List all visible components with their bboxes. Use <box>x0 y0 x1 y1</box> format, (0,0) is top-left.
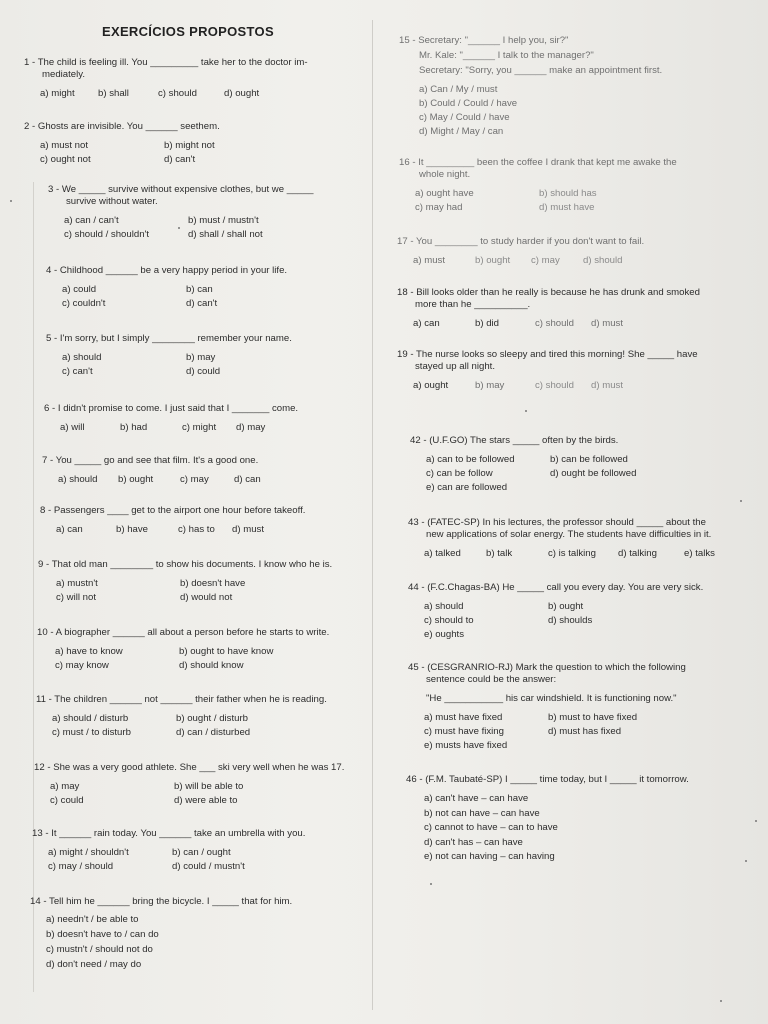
option[interactable]: c) can't <box>62 366 93 377</box>
option[interactable]: c) should / shouldn't <box>64 229 150 240</box>
option[interactable]: d) can <box>234 474 261 485</box>
page-title: EXERCÍCIOS PROPOSTOS <box>102 24 274 39</box>
question-16 <box>399 157 729 215</box>
question-4 <box>46 265 361 311</box>
question-stem-cont: survive without water. <box>66 196 158 207</box>
question-stem: 15 - Secretary: "______ I help you, sir?" <box>399 35 569 46</box>
option[interactable]: d) should know <box>179 660 244 671</box>
question-stem: 8 - Passengers ____ get to the airport one hour before takeoff. <box>40 505 306 516</box>
option[interactable]: c) should <box>535 380 574 391</box>
option[interactable]: c) might <box>182 422 217 433</box>
option[interactable]: d) were able to <box>174 795 238 806</box>
question-stem: 14 - Tell him he ______ bring the bicycle. I _____ that for him. <box>30 896 293 907</box>
option[interactable]: c) ought not <box>40 154 91 165</box>
question-1 <box>24 57 354 101</box>
option[interactable]: a) must not <box>40 140 88 151</box>
option[interactable]: c) has to <box>178 524 215 535</box>
option[interactable]: d) talking <box>618 548 657 559</box>
option[interactable]: c) may <box>531 255 560 266</box>
question-stem-cont: "He ___________ his car windshield. It is functioning now." <box>426 693 677 704</box>
question-13 <box>32 828 363 874</box>
option[interactable]: d) can't has – can have <box>424 836 523 848</box>
question-18 <box>397 287 732 331</box>
option[interactable]: c) may <box>180 474 209 485</box>
option[interactable]: b) may <box>475 380 505 391</box>
question-stem: 11 - The children ______ not ______ their father when he is reading. <box>36 694 327 705</box>
question-stem: 43 - (FATEC-SP) In his lectures, the professor should _____ about the <box>408 517 706 528</box>
option[interactable]: d) ought be followed <box>550 468 637 479</box>
question-stem: 45 - (CESGRANRIO-RJ) Mark the question to which the following <box>408 662 686 673</box>
option[interactable]: b) ought / disturb <box>176 713 248 724</box>
option[interactable]: b) will be able to <box>174 781 244 792</box>
option[interactable]: c) must / to disturb <box>52 727 131 738</box>
option[interactable]: a) might / shouldn't <box>48 847 129 858</box>
question-stem-cont: more than he __________. <box>415 299 531 310</box>
option[interactable]: d) can't <box>164 154 196 165</box>
scan-speck <box>178 227 180 229</box>
option[interactable]: c) should <box>535 318 574 329</box>
option[interactable]: b) shall <box>98 88 129 99</box>
option[interactable]: b) doesn't have to / can do <box>46 929 159 940</box>
question-stem-cont: Mr. Kale: "______ I talk to the manager?" <box>419 50 594 61</box>
option[interactable]: c) may had <box>415 202 463 213</box>
scan-speck <box>10 200 12 202</box>
question-2 <box>24 121 354 167</box>
option[interactable]: d) can / disturbed <box>176 727 251 738</box>
scan-speck <box>755 820 757 822</box>
option[interactable]: d) may <box>236 422 266 433</box>
option[interactable]: d) could <box>186 366 221 377</box>
option[interactable]: b) can <box>186 284 213 295</box>
option[interactable]: a) Can / My / must <box>419 84 498 95</box>
option[interactable]: c) should to <box>424 615 474 626</box>
option[interactable]: b) must / mustn't <box>188 215 259 226</box>
question-6 <box>44 403 364 435</box>
question-stem-cont: sentence could be the answer: <box>426 674 557 685</box>
question-8 <box>40 505 362 537</box>
option[interactable]: b) talk <box>486 548 513 559</box>
option[interactable]: d) must <box>232 524 264 535</box>
option[interactable]: b) ought to have know <box>179 646 274 657</box>
option[interactable]: c) May / Could / have <box>419 112 510 123</box>
option[interactable]: c) should <box>158 88 197 99</box>
question-stem: 7 - You _____ go and see that film. It's a good one. <box>42 455 259 466</box>
question-stem: 6 - I didn't promise to come. I just said that I _______ come. <box>44 403 299 414</box>
option[interactable]: b) Could / Could / have <box>419 98 518 109</box>
option[interactable]: a) should / disturb <box>52 713 129 724</box>
option[interactable]: b) must to have fixed <box>548 712 638 723</box>
option[interactable]: a) can't have – can have <box>424 793 529 804</box>
question-stem-cont: Secretary: "Sorry, you ______ make an appointment first. <box>419 65 663 76</box>
option[interactable]: d) must <box>591 318 623 329</box>
option[interactable]: b) may <box>186 352 216 363</box>
option[interactable]: b) might not <box>164 140 215 151</box>
question-stem-cont: new applications of solar energy. The students have difficulties in it. <box>426 529 712 540</box>
option[interactable]: a) should <box>58 474 98 485</box>
scan-speck <box>720 1000 722 1002</box>
option[interactable]: d) could / mustn't <box>172 861 245 872</box>
question-44 <box>408 582 738 642</box>
question-17 <box>397 236 727 268</box>
option[interactable]: c) will not <box>56 592 96 603</box>
question-45 <box>408 662 738 753</box>
scan-speck <box>430 883 432 885</box>
option[interactable]: b) ought <box>548 601 584 612</box>
option[interactable]: a) can <box>56 524 83 535</box>
question-stem: 9 - That old man ________ to show his documents. I know who he is. <box>38 559 333 570</box>
option[interactable]: d) can't <box>186 298 218 309</box>
option[interactable]: c) may / should <box>48 861 114 872</box>
question-stem-cont: mediately. <box>42 69 86 80</box>
question-stem-cont: whole night. <box>419 169 471 180</box>
question-stem: 10 - A biographer ______ all about a person before he starts to write. <box>37 627 330 638</box>
option[interactable]: a) must <box>413 255 445 266</box>
question-stem: 13 - It ______ rain today. You ______ take an umbrella with you. <box>32 828 306 839</box>
option[interactable]: c) couldn't <box>62 298 106 309</box>
option[interactable]: c) could <box>50 795 84 806</box>
question-stem: 42 - (U.F.GO) The stars _____ often by the birds. <box>410 435 619 446</box>
scan-speck <box>525 410 527 412</box>
option[interactable]: b) can be followed <box>550 454 628 465</box>
question-stem: 44 - (F.C.Chagas-BA) He _____ call you every day. You are very sick. <box>408 582 704 593</box>
option[interactable]: a) can <box>413 318 440 329</box>
option[interactable]: a) should <box>62 352 102 363</box>
option[interactable]: a) have to know <box>55 646 123 657</box>
option[interactable]: a) could <box>62 284 97 295</box>
option[interactable]: e) can are followed <box>426 482 508 493</box>
option[interactable]: b) not can have – can have <box>424 807 540 819</box>
option[interactable]: e) talks <box>684 548 715 559</box>
question-9 <box>38 559 363 605</box>
option[interactable]: c) may know <box>55 660 109 671</box>
question-15 <box>399 35 729 139</box>
option[interactable]: d) shall / shall not <box>188 229 263 240</box>
question-stem: 5 - I'm sorry, but I simply ________ remember your name. <box>46 333 292 344</box>
option[interactable]: c) must have fixing <box>424 726 504 737</box>
question-stem: 46 - (F.M. Taubaté-SP) I _____ time today, but I _____ it tomorrow. <box>406 774 689 785</box>
scan-speck <box>745 860 747 862</box>
option[interactable]: c) mustn't / should not do <box>46 944 153 955</box>
column-divider <box>372 20 373 1010</box>
question-stem: 18 - Bill looks older than he really is because he has drunk and smoked <box>397 287 700 298</box>
option[interactable]: d) Might / May / can <box>419 126 504 137</box>
option[interactable]: e) not can having – can having <box>424 851 555 862</box>
question-10 <box>37 627 363 673</box>
option[interactable]: a) ought <box>413 380 449 391</box>
question-3 <box>48 184 363 242</box>
question-stem: 17 - You ________ to study harder if you don't want to fail. <box>397 236 645 247</box>
question-43 <box>408 517 738 561</box>
option[interactable]: e) musts have fixed <box>424 740 508 751</box>
option[interactable]: d) ought <box>224 88 260 99</box>
option[interactable]: d) must <box>591 380 623 391</box>
option[interactable]: a) can / can't <box>64 215 119 226</box>
option[interactable]: d) shoulds <box>548 615 593 626</box>
option[interactable]: c) cannot to have – can to have <box>424 822 558 833</box>
option[interactable]: e) oughts <box>424 629 465 640</box>
question-stem: 19 - The nurse looks so sleepy and tired this morning! She _____ have <box>397 349 698 360</box>
option[interactable]: d) don't need / may do <box>46 959 142 970</box>
question-stem: 2 - Ghosts are invisible. You ______ seethem. <box>24 121 220 132</box>
option[interactable]: c) is talking <box>548 548 596 559</box>
question-12 <box>34 762 363 808</box>
option[interactable]: d) must have <box>539 202 595 213</box>
question-11 <box>36 694 363 740</box>
option[interactable]: a) needn't / be able to <box>46 914 139 925</box>
option[interactable]: b) have <box>116 524 148 535</box>
scan-speck <box>740 500 742 502</box>
question-46 <box>406 774 736 865</box>
option[interactable]: a) talked <box>424 548 461 559</box>
option[interactable]: b) doesn't have <box>180 578 246 589</box>
question-stem: 12 - She was a very good athlete. She ___ ski very well when he was 17. <box>34 762 345 773</box>
option[interactable]: a) mustn't <box>56 578 98 589</box>
option[interactable]: a) will <box>60 422 85 433</box>
question-14 <box>30 896 363 972</box>
question-5 <box>46 333 361 379</box>
option[interactable]: a) ought have <box>415 188 474 199</box>
option[interactable]: a) should <box>424 601 464 612</box>
option[interactable]: b) had <box>120 422 148 433</box>
option[interactable]: d) would not <box>180 592 233 603</box>
option[interactable]: b) can / ought <box>172 847 231 858</box>
question-stem: 16 - It _________ been the coffee I drank that kept me awake the <box>399 157 677 168</box>
question-19 <box>397 349 732 393</box>
option[interactable]: a) might <box>40 88 75 99</box>
option[interactable]: a) can to be followed <box>426 454 515 465</box>
option[interactable]: b) did <box>475 318 499 329</box>
option[interactable]: b) ought <box>475 255 511 266</box>
question-42 <box>410 435 735 495</box>
option[interactable]: a) must have fixed <box>424 712 503 723</box>
option[interactable]: a) may <box>50 781 80 792</box>
option[interactable]: d) should <box>583 255 623 266</box>
question-7 <box>42 455 362 487</box>
question-stem: 4 - Childhood ______ be a very happy period in your life. <box>46 265 288 276</box>
question-stem-cont: stayed up all night. <box>415 361 496 372</box>
option[interactable]: b) ought <box>118 474 154 485</box>
question-stem: 3 - We _____ survive without expensive clothes, but we _____ <box>48 184 314 195</box>
question-stem: 1 - The child is feeling ill. You _________ take her to the doctor im- <box>24 57 308 68</box>
option[interactable]: d) must has fixed <box>548 726 622 737</box>
option[interactable]: b) should has <box>539 188 597 199</box>
option[interactable]: c) can be follow <box>426 468 493 479</box>
